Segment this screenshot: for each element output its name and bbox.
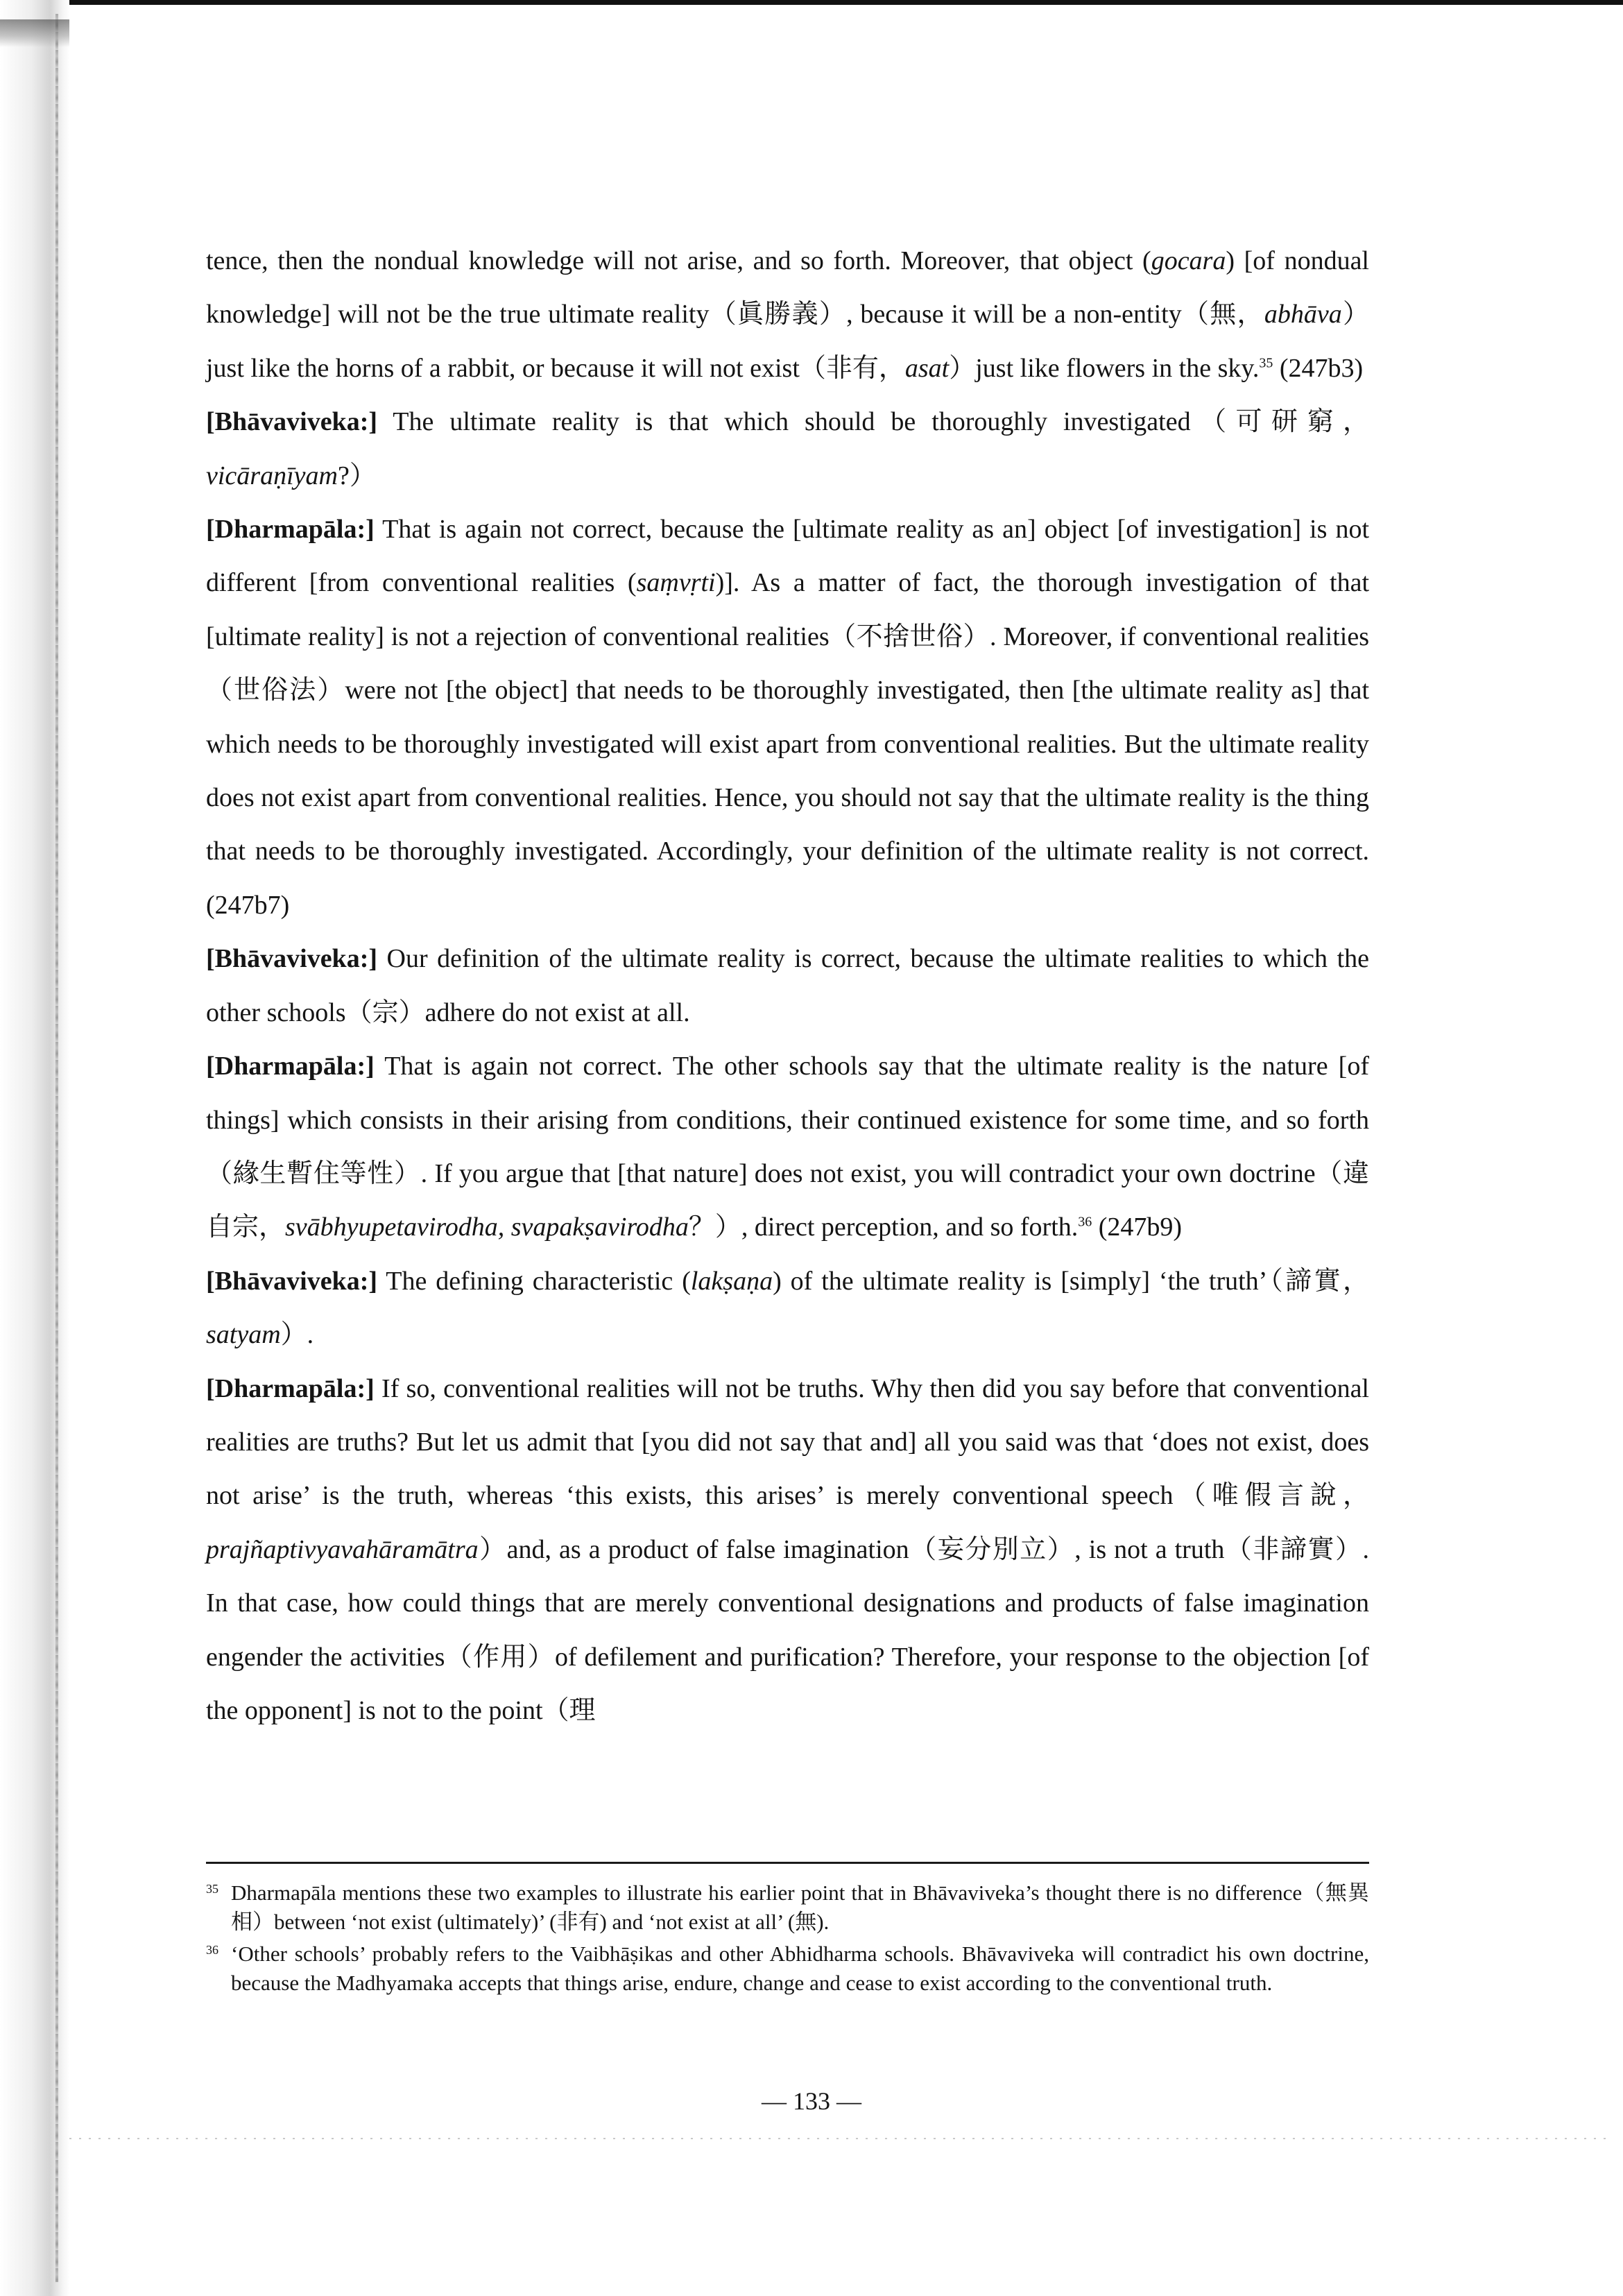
text-span: tence, then the nondual knowledge will not arise, and so forth. Moreover, that object ( xyxy=(206,246,1151,275)
text-span: ）just like flowers in the sky. xyxy=(949,353,1260,383)
scan-binding-shadow xyxy=(55,14,58,2282)
paragraph-continuation xyxy=(206,234,1369,395)
text-span: ?） xyxy=(337,461,376,490)
text-span: That is again not correct, because the [ultimate reality as an] object [of investigation] is not different [from conventional realities ( xyxy=(206,515,1369,598)
paragraph-dharmapala-2 xyxy=(206,1040,1369,1255)
paragraph-bhavaviveka-1 xyxy=(206,395,1369,503)
text-span: )]. As a matter of fact, the thorough investigation of that [ultimate reality] is not a rejection of conventional realities（不捨世俗）. Moreover, if conventional realities（世俗法）were not [the object] that needs to be thoroughly investigated, then [the ultimate reality as] that which needs to be thoroughly investigated will exist apart from conventional realities. But the ultimate reality does not exist apart from conventional realities. Hence, you should not say that the ultimate reality is the thing that needs to be thoroughly investigated. Accordingly, your definition of the ultimate reality is not correct. (247b7) xyxy=(206,568,1370,920)
footnote-ref-35[interactable]: 35 xyxy=(1259,355,1273,371)
footnote-number: 36 xyxy=(206,1943,218,1957)
text-span: ）just like the horns of a rabbit, or because it will not exist（非有， xyxy=(206,300,1369,383)
scan-corner-shadow xyxy=(0,19,69,47)
footnote-separator xyxy=(206,1862,1369,1864)
text-span: (247b3) xyxy=(1273,353,1364,383)
sanskrit-term: lakṣaṇa xyxy=(690,1266,773,1296)
paragraph-dharmapala-3 xyxy=(206,1362,1369,1738)
text-span: The defining characteristic ( xyxy=(377,1266,691,1296)
text-span: The ultimate reality is that which should be thoroughly investigated（可研窮， xyxy=(377,407,1369,437)
main-text xyxy=(206,234,1369,1738)
footnote-ref-36[interactable]: 36 xyxy=(1078,1214,1092,1230)
sanskrit-term: svābhyupetavirodha, svapakṣavirodha xyxy=(285,1213,689,1242)
footnote-text: ‘Other schools’ probably refers to the Vaibhāṣikas and other Abhidharma schools. Bhāvaviveka will contradict his own doctrine, because the Madhyamaka accepts that things arise, endure, change and cease to exist according to the conventional truth. xyxy=(231,1942,1369,1995)
footnote-number: 35 xyxy=(206,1882,218,1896)
sanskrit-term: asat xyxy=(904,353,950,383)
sanskrit-term: prajñaptivyavahāramātra xyxy=(206,1534,479,1564)
text-span: If so, conventional realities will not be truths. Why then did you say before that conventional realities are truths? But let us admit that [you did not say that and] all you said was that ‘does not exist, does not arise’ is the truth, whereas ‘this exists, this arises’ is merely conventional speech（唯假言說， xyxy=(206,1373,1369,1511)
text-span: ) [of nondual knowledge] will not be the true ultimate reality（眞勝義）, because it will be a non-entity（無， xyxy=(206,246,1369,329)
footnote-36 xyxy=(206,1939,1369,1998)
paragraph-dharmapala-1 xyxy=(206,503,1369,932)
text-span: Our definition of the ultimate reality is correct, because the ultimate realities to which the other schools（宗）adhere do not exist at all. xyxy=(206,944,1369,1027)
speaker-label: [Dharmapāla:] xyxy=(206,1052,375,1081)
text-span: That is again not correct. The other schools say that the ultimate reality is the nature [of things] which consists in their arising from conditions, their continued existence for some time, and so forth（緣生暫住等性）. If you argue that [that nature] does not exist, you will contradict your own doctrine（違自宗， xyxy=(206,1052,1369,1242)
text-span: ）. xyxy=(280,1320,314,1350)
scan-left-edge xyxy=(0,0,69,2296)
speaker-label: [Bhāvaviveka:] xyxy=(206,1266,377,1296)
scan-top-edge xyxy=(0,0,1623,5)
footnote-text: Dharmapāla mentions these two examples to illustrate his earlier point that in Bhāvaviveka’s thought there is no difference（無異相）between ‘not exist (ultimately)’ (非有) and ‘not exist at all’ (無). xyxy=(231,1881,1369,1934)
text-span: ）and, as a product of false imagination（妄分別立）, is not a truth（非諦實）. In that case, how could things that are merely conventional designations and products of false imagination engender the activities（作用）of defilement and purification? Therefore, your response to the objection [of the opponent] is not to the point（理 xyxy=(206,1534,1369,1725)
sanskrit-term: abhāva xyxy=(1264,300,1342,329)
paragraph-bhavaviveka-2 xyxy=(206,932,1369,1040)
sanskrit-term: vicāraṇīyam xyxy=(206,461,338,490)
footnote-35 xyxy=(206,1878,1369,1937)
speaker-label: [Dharmapāla:] xyxy=(206,515,375,545)
paragraph-bhavaviveka-3 xyxy=(206,1255,1369,1362)
sanskrit-term: gocara xyxy=(1151,246,1226,275)
text-span: ？）, direct perception, and so forth. xyxy=(688,1213,1079,1242)
text-span: ) of the ultimate reality is [simply] ‘the truth’（諦實， xyxy=(773,1266,1369,1296)
speaker-label: [Dharmapāla:] xyxy=(206,1373,375,1403)
footnotes xyxy=(206,1878,1369,2001)
sanskrit-term: satyam xyxy=(206,1320,281,1350)
scan-noise-line xyxy=(69,2138,1609,2139)
speaker-label: [Bhāvaviveka:] xyxy=(206,944,377,974)
page-number: — 133 — xyxy=(762,2087,861,2115)
sanskrit-term: saṃvṛti xyxy=(636,568,716,598)
speaker-label: [Bhāvaviveka:] xyxy=(206,407,377,437)
text-span: (247b9) xyxy=(1092,1213,1183,1242)
